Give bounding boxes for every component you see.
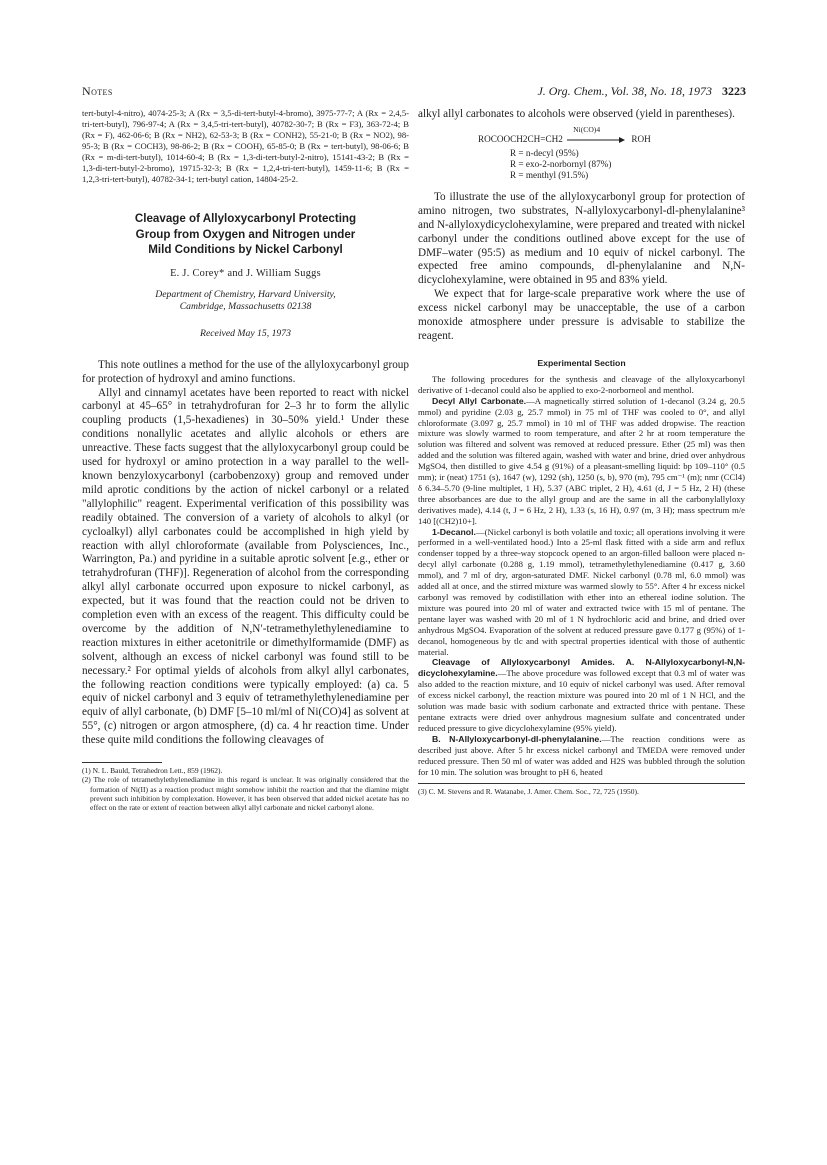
experimental-intro: The following procedures for the synthesis and cleavage of the allyloxycarbonyl derivative of 1-decanol could also be applied to exo-2-norborneol and menthol. (418, 373, 745, 395)
scheme-r-menthyl: R = menthyl (91.5%) (510, 169, 589, 180)
decyl-allyl-carbonate-procedure (418, 396, 745, 527)
journal-citation: J. Org. Chem., Vol. 38, No. 18, 1973 (537, 84, 712, 98)
article-title-line-3: Mild Conditions by Nickel Carbonyl (148, 243, 343, 257)
page-number: 3223 (722, 84, 746, 98)
reaction-scheme (418, 125, 745, 181)
scheme-equation (478, 125, 745, 145)
footnote-1: (1) N. L. Bauld, Tetrahedron Lett., 859 (1962). (82, 766, 223, 776)
cleavage-amides-text: —The above procedure was followed except that 0.3 ml of water was also added to the reaction mixture, and 10 equiv of nickel carbonyl was used. After removal of excess nickel carbonyl, the reaction mixture was poured into 20 ml of 1 N HCl, and the solution was made basic with sodium carbonate and extracted thrice with pentane. These pentane extracts were dried over anhydrous magnesium sulfate and concentrated under reduced pressure to give dicyclohexylamine (95% yield). (418, 668, 745, 733)
footnote-3: (3) C. M. Stevens and R. Watanabe, J. Amer. Chem. Soc., 72, 725 (1950). (418, 787, 639, 797)
reaction-arrow (565, 125, 629, 145)
scheme-r-norbornyl: R = exo-2-norbornyl (87%) (510, 158, 612, 169)
background-paragraph: Allyl and cinnamyl acetates have been reported to react with nickel carbonyl at 45–65° in tetrahydrofuran for 2–3 hr to form the allylic coupling products (1,5-hexadienes) in 30–50% yield.¹ Under these conditions nonallylic acetates and allylic alcohols or ethers are unreactive. These facts suggest that the allyloxycarbonyl group could be used for hydroxyl or amino protection in a way parallel to the well-known benzyloxycarbonyl (carbobenzoxy) group and removed under mild aprotic conditions by the action of nickel carbonyl or a related "allylophilic" reagent. Experimental verification of this possibility was readily obtained. The conversion of a variety of alcohols to alkyl (or cycloalkyl) allyl carbonates could be accomplished in high yield by reaction with allyl chloroformate (available from Polysciences, Inc., Warrington, Pa.) and pyridine in a suitable aprotic solvent [e.g., ether or tetrahydrofuran (THF)]. Regeneration of alcohol from the corresponding alkyl allyl carbonate occurred upon exposure to nickel carbonyl, as expected, but it was found that the reaction could not be driven to completion even with an excess of the reagent. This difficulty could be overcome by the addition of N,N′-tetramethylethylenediamine to reaction mixtures in either acetonitrile or dimethylformamide (DMF) as solvent, although an excess of nickel carbonyl was found still to be necessary.² For optimal yields of alcohols from alkyl allyl carbonates, the following reaction conditions were typically employed: (a) ca. 5 equiv of nickel carbonyl and 3 equiv of tetramethylethylenediamine per equiv of allyl carbonate, (b) DMF [5–10 ml/ml of Ni(CO)4] as solvent at 55°, (c) nitrogen or argon atmosphere, (d) ca. 4 hr reaction time. Under these quite mild conditions the following cleavages of (82, 386, 409, 747)
phenylalanine-heading: B. N-Allyloxycarbonyl-dl-phenylalanine. (432, 733, 602, 744)
arrow-icon (565, 137, 625, 143)
decanol-heading: 1-Decanol. (432, 526, 476, 537)
registry-numbers-paragraph: tert-butyl-4-nitro), 4074-25-3; A (Rx = 3,5-di-tert-butyl-4-bromo), 3975-77-7; A (Rx = 2,4,5-tri-tert-butyl), 796-97-4; A (Rx = 3,4,5-tri-tert-butyl), 40782-30-7; B (Rx = F3), 363-72-4; B (Rx = F), 462-06-6; B (Rx = NH2), 62-53-3; B (Rx = CONH2), 55-21-0; B (Rx = NO2), 98-95-3; B (Rx = COCH3), 98-86-2; B (Rx = COOH), 65-85-0; B (Rx = tert-butyl), 98-06-6; B (Rx = m-di-tert-butyl), 1014-60-4; B (Rx = 1,3-di-tert-butyl-2-nitro), 15141-43-2; B (Rx = 1,3-di-tert-butyl-2-bromo), 19715-32-3; B (Rx = 1,2,4-tri-tert-butyl), 1459-11-6; B (Rx = 1,2,3-tri-tert-butyl), 40782-34-1; tert-butyl cation, 14804-25-2. (82, 108, 409, 185)
right-column (418, 108, 745, 797)
intro-paragraph: This note outlines a method for the use of the allyloxycarbonyl group for protection of hydroxyl and amino functions. (82, 358, 409, 385)
footnote-2: (2) The role of tetramethylethylenediamine in this regard is unclear. It was originally considered that the formation of Ni(II) as a reaction product might somehow inhibit the reaction and that the diamine might prevent such inhibition by complexation. However, it has been observed that added nickel acetate has no effect on the rate or extent of reaction between alkyl allyl carbonate and nickel carbonyl alone. (82, 775, 409, 813)
left-column (82, 108, 409, 813)
affiliation-line-1: Department of Chemistry, Harvard University, (155, 288, 336, 300)
cleavage-amides-procedure (418, 657, 745, 733)
decanol-text: —(Nickel carbonyl is both volatile and toxic; all operations involving it were performed in a well-ventilated hood.) Into a 25-ml flask fitted with a side arm and reflux condenser topped by a three-way stopcock opened to an argon-filled balloon were placed n-decyl allyl carbonate (0.288 g, 1.19 mmol), tetramethylethylenediamine (0.417 g, 3.60 mmol), and 7 ml of dry, argon-saturated DMF. Nickel carbonyl (0.78 ml, 6.0 mmol) was added all at once, and the stirred mixture was warmed slowly to 55°. After 4 hr excess nickel carbonyl was removed by codistillation with ether into an ethereal iodine solution. The mixture was poured into 20 ml of water and extracted twice with 15 ml of pentane. The pentane layer was washed with 20 ml of 1 N hydrochloric acid and brine, and dried over anhydrous MgSO4. Evaporation of the solvent at reduced pressure gave 0.177 g (95%) of 1-decanol, homogeneous by tlc and with spectral properties identical with those of authentic material. (418, 526, 745, 657)
article-title-line-1: Cleavage of Allyloxycarbonyl Protecting (134, 212, 357, 226)
experimental-section-heading: Experimental Section (537, 357, 626, 368)
scheme-catalyst: Ni(CO)4 (573, 125, 601, 135)
cleavage-amides-heading: Cleavage of Allyloxycarbonyl Amides. A. N-Allyloxycarbonyl-N,N-dicyclohexylamine. (418, 657, 745, 679)
decyl-allyl-carbonate-text: —A magnetically stirred solution of 1-decanol (3.24 g, 20.5 mmol) and pyridine (2.03 g, 25.7 mmol) in 75 ml of THF was cooled to 0°, and allyl chloroformate (3.097 g, 25.7 mmol) in 10 ml of THF was added dropwise. The reaction mixture was slowly warmed to room temperature, and after 2 hr at room temperature the solution was filtered and solvent was removed at reduced pressure. Ether (25 ml) was then added and the solution was filtered again, washed with water and brine, dried over anhydrous MgSO4, then distilled to give 4.54 g (91%) of a pleasant-smelling liquid: bp 109–110° (0.5 mm); ir (neat) 1751 (s), 1647 (w), 1292 (sh), 1250 (s, b), 970 (m), 795 cm⁻¹ (m); nmr (CCl4) δ 6.34–5.70 (9-line multiplet, 1 H), 5.37 (ABC triplet, 2 H), 4.61 (d, J = 5 Hz, 2 H) (these three absorbances are due to the allyl group and are the same in all the carbonylallyloxy derivatives made), 4.14 (t, J = 6 Hz, 2 H), 1.33 (s, 16 H), 0.97 (m, 3 H); mass spectrum m/e 140 [(CH2)10+]. (418, 395, 745, 526)
phenylalanine-text: —The reaction conditions were as described just above. After 5 hr excess nickel carbonyl and TMEDA were removed under reduced pressure. Then 50 ml of water was added and H2S was bubbled through the solution for 10 min. The solution was brought to pH 6, heated (418, 733, 745, 777)
scheme-reactant: ROCOOCH2CH=CH2 (478, 133, 563, 144)
large-scale-paragraph: We expect that for large-scale preparative work where the use of excess nickel carbonyl may be unacceptable, the use of a carbon monoxide atmosphere under pressure is advisable to stabilize the reagent. (418, 288, 745, 342)
article-title-line-2: Group from Oxygen and Nitrogen under (135, 227, 356, 241)
running-head-journal (537, 84, 746, 99)
scheme-intro: alkyl allyl carbonates to alcohols were observed (yield in parentheses). (418, 108, 735, 120)
phenylalanine-procedure (418, 734, 745, 778)
received-date: Received May 15, 1973 (200, 327, 291, 339)
scheme-product: ROH (631, 133, 651, 144)
decyl-allyl-carbonate-heading: Decyl Allyl Carbonate. (432, 395, 527, 406)
decanol-procedure (418, 527, 745, 658)
amino-protection-paragraph: To illustrate the use of the allyloxycarbonyl group for protection of amino nitrogen, two substrates, N-allyloxycarbonyl-dl-phenylalanine³ and N-allyloxydicyclohexylamine, were prepared and treated with nickel carbonyl under the conditions outlined above except for the use of DMF–water (95:5) as medium and 10 equiv of nickel carbonyl. The expected free amino compounds, dl-phenylalanine and N,N-dicyclohexylamine, were obtained in 95 and 83% yield. (418, 190, 745, 287)
scheme-r-decyl: R = n-decyl (95%) (510, 147, 579, 158)
affiliation-line-2: Cambridge, Massachusetts 02138 (179, 301, 312, 313)
running-head-section: Notes (82, 84, 113, 98)
article-authors: E. J. Corey* and J. William Suggs (170, 267, 321, 279)
